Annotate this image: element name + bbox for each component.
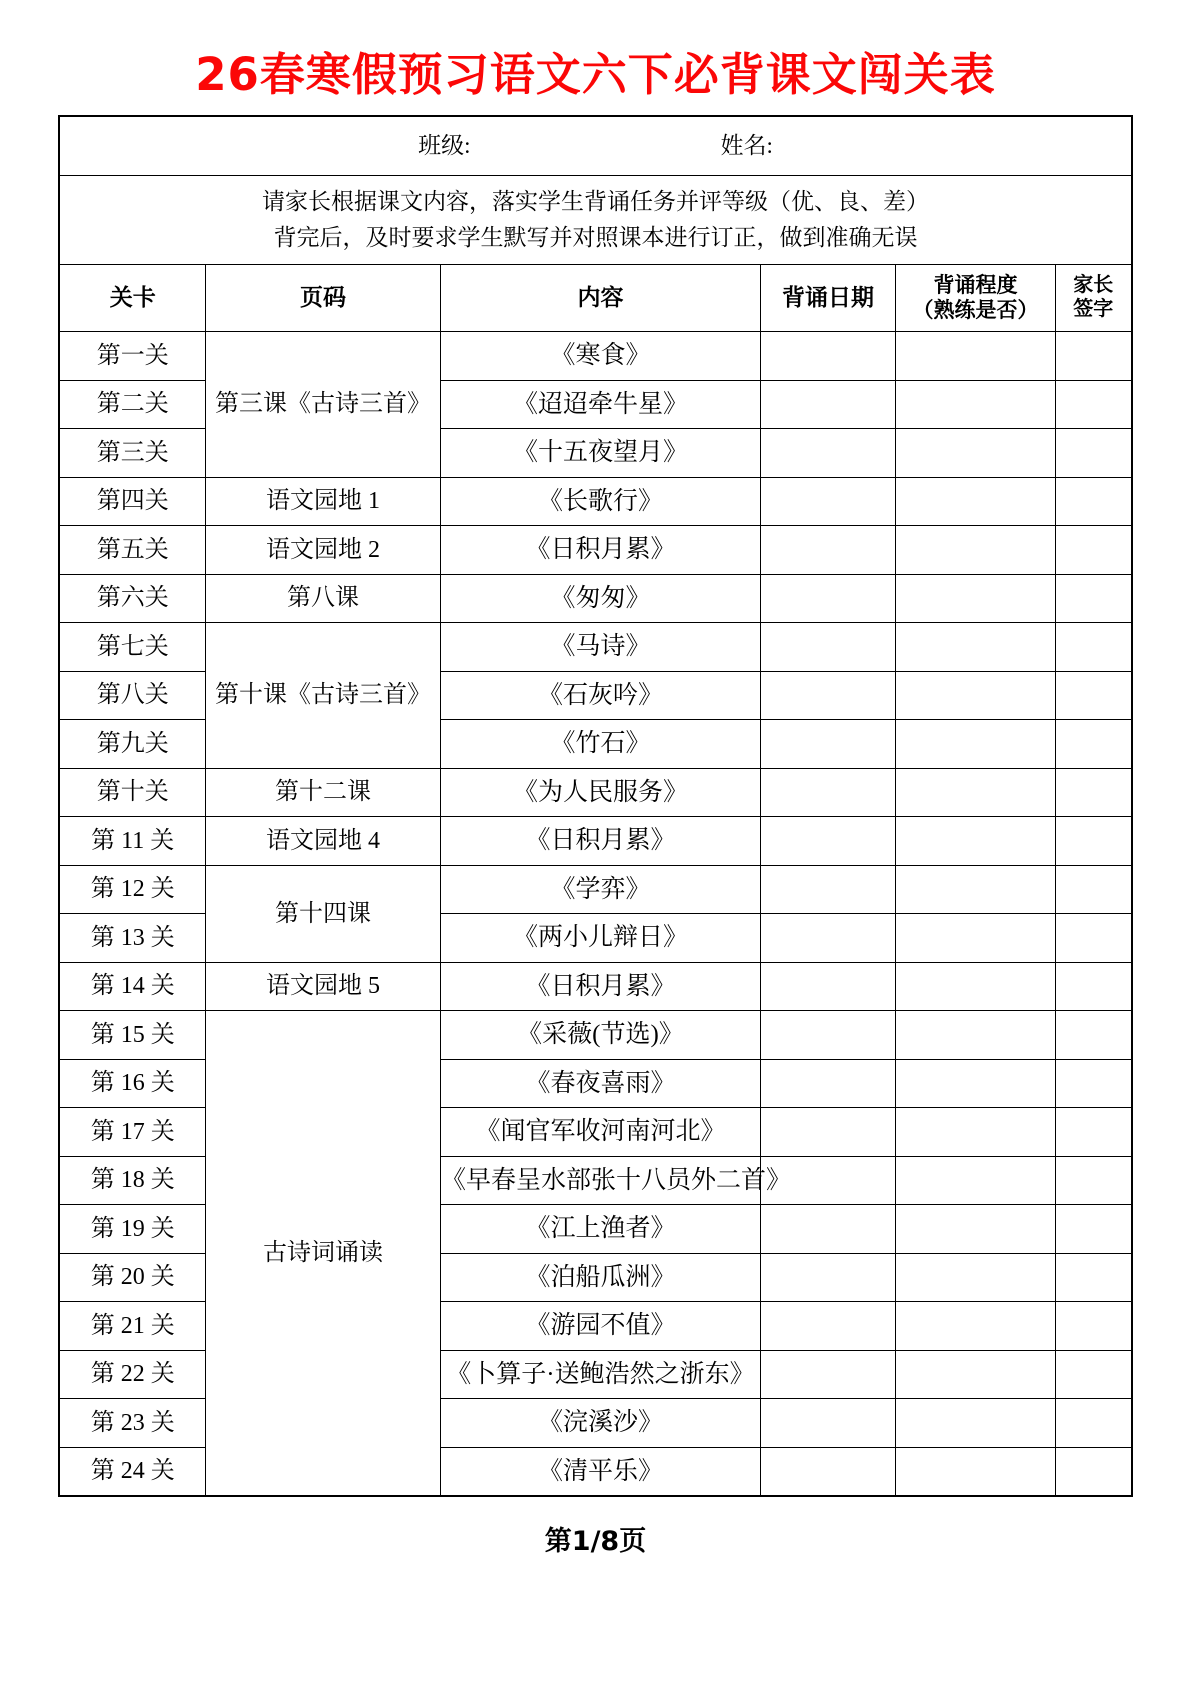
cell-page: 第八课 bbox=[205, 574, 440, 623]
cell-level[interactable] bbox=[895, 962, 1055, 1011]
cell-content: 《泊船瓜洲》 bbox=[440, 1253, 760, 1302]
column-header-level-line2: （熟练是否） bbox=[912, 298, 1039, 322]
column-header-signature-line2: 签字 bbox=[1073, 298, 1114, 320]
cell-level[interactable] bbox=[895, 332, 1055, 381]
table-row bbox=[59, 962, 1131, 1011]
cell-sign[interactable] bbox=[1055, 477, 1131, 526]
cell-date[interactable] bbox=[760, 1447, 895, 1496]
cell-content: 《竹石》 bbox=[440, 720, 760, 769]
column-header-level-line1: 背诵程度 bbox=[933, 273, 1018, 298]
cell-stage: 第 17 关 bbox=[59, 1108, 205, 1157]
recitation-table bbox=[58, 115, 1132, 1497]
cell-stage: 第九关 bbox=[59, 720, 205, 769]
cell-content: 《马诗》 bbox=[440, 623, 760, 672]
cell-level[interactable] bbox=[895, 429, 1055, 478]
cell-stage: 第 21 关 bbox=[59, 1302, 205, 1351]
cell-sign[interactable] bbox=[1055, 671, 1131, 720]
cell-level[interactable] bbox=[895, 865, 1055, 914]
cell-content: 《石灰吟》 bbox=[440, 671, 760, 720]
table-row bbox=[59, 1011, 1131, 1060]
cell-content: 《日积月累》 bbox=[440, 817, 760, 866]
instructions-row bbox=[59, 176, 1131, 265]
cell-stage: 第 14 关 bbox=[59, 962, 205, 1011]
cell-level[interactable] bbox=[895, 1108, 1055, 1157]
student-info-cell bbox=[59, 116, 1131, 176]
cell-date[interactable] bbox=[760, 914, 895, 963]
cell-stage: 第十关 bbox=[59, 768, 205, 817]
cell-sign[interactable] bbox=[1055, 574, 1131, 623]
cell-sign[interactable] bbox=[1055, 1205, 1131, 1254]
cell-date[interactable] bbox=[760, 720, 895, 769]
column-header-content: 内容 bbox=[440, 265, 760, 332]
cell-sign[interactable] bbox=[1055, 1447, 1131, 1496]
cell-content: 《清平乐》 bbox=[440, 1447, 760, 1496]
cell-stage: 第五关 bbox=[59, 526, 205, 575]
column-header-page: 页码 bbox=[205, 265, 440, 332]
cell-stage: 第八关 bbox=[59, 671, 205, 720]
cell-date[interactable] bbox=[760, 1011, 895, 1060]
cell-level[interactable] bbox=[895, 1059, 1055, 1108]
cell-content: 《游园不值》 bbox=[440, 1302, 760, 1351]
cell-page: 语文园地 1 bbox=[205, 477, 440, 526]
cell-sign[interactable] bbox=[1055, 1059, 1131, 1108]
student-info-row bbox=[59, 116, 1131, 176]
cell-level[interactable] bbox=[895, 1447, 1055, 1496]
cell-sign[interactable] bbox=[1055, 623, 1131, 672]
cell-content: 《为人民服务》 bbox=[440, 768, 760, 817]
cell-content: 《十五夜望月》 bbox=[440, 429, 760, 478]
cell-sign[interactable] bbox=[1055, 1156, 1131, 1205]
instructions-cell bbox=[59, 176, 1131, 265]
cell-content: 《学弈》 bbox=[440, 865, 760, 914]
cell-date[interactable] bbox=[760, 1399, 895, 1448]
cell-sign[interactable] bbox=[1055, 380, 1131, 429]
cell-page: 第十四课 bbox=[205, 865, 440, 962]
instruction-line-2: 背完后，及时要求学生默写并对照课本进行订正，做到准确无误 bbox=[273, 225, 918, 250]
cell-content: 《匆匆》 bbox=[440, 574, 760, 623]
cell-stage: 第 24 关 bbox=[59, 1447, 205, 1496]
cell-stage: 第四关 bbox=[59, 477, 205, 526]
cell-date[interactable] bbox=[760, 1108, 895, 1157]
cell-page: 第十课《古诗三首》 bbox=[205, 623, 440, 769]
page-title: 26春寒假预习语文六下必背课文闯关表 bbox=[195, 48, 996, 101]
table-row bbox=[59, 865, 1131, 914]
cell-stage: 第 12 关 bbox=[59, 865, 205, 914]
cell-content: 《早春呈水部张十八员外二首》 bbox=[440, 1156, 760, 1205]
cell-page: 第三课《古诗三首》 bbox=[205, 332, 440, 478]
table-row bbox=[59, 477, 1131, 526]
column-header-signature bbox=[1055, 265, 1131, 332]
cell-level[interactable] bbox=[895, 1350, 1055, 1399]
cell-page: 语文园地 5 bbox=[205, 962, 440, 1011]
cell-content: 《长歌行》 bbox=[440, 477, 760, 526]
table-row bbox=[59, 623, 1131, 672]
cell-page: 第十二课 bbox=[205, 768, 440, 817]
cell-level[interactable] bbox=[895, 1156, 1055, 1205]
cell-level[interactable] bbox=[895, 380, 1055, 429]
cell-date[interactable] bbox=[760, 1302, 895, 1351]
cell-level[interactable] bbox=[895, 768, 1055, 817]
cell-date[interactable] bbox=[760, 623, 895, 672]
page-number: 第1/8页 bbox=[544, 1526, 647, 1557]
cell-stage: 第 13 关 bbox=[59, 914, 205, 963]
cell-date[interactable] bbox=[760, 1059, 895, 1108]
cell-date[interactable] bbox=[760, 526, 895, 575]
cell-level[interactable] bbox=[895, 477, 1055, 526]
column-header-level bbox=[895, 265, 1055, 332]
cell-stage: 第一关 bbox=[59, 332, 205, 381]
cell-stage: 第 16 关 bbox=[59, 1059, 205, 1108]
cell-page: 语文园地 2 bbox=[205, 526, 440, 575]
cell-content: 《春夜喜雨》 bbox=[440, 1059, 760, 1108]
cell-sign[interactable] bbox=[1055, 429, 1131, 478]
cell-stage: 第 20 关 bbox=[59, 1253, 205, 1302]
cell-sign[interactable] bbox=[1055, 526, 1131, 575]
cell-page: 古诗词诵读 bbox=[205, 1011, 440, 1497]
table-row bbox=[59, 574, 1131, 623]
cell-stage: 第 18 关 bbox=[59, 1156, 205, 1205]
cell-sign[interactable] bbox=[1055, 1350, 1131, 1399]
cell-stage: 第 19 关 bbox=[59, 1205, 205, 1254]
table-body bbox=[59, 116, 1131, 1496]
cell-content: 《日积月累》 bbox=[440, 526, 760, 575]
cell-sign[interactable] bbox=[1055, 817, 1131, 866]
cell-page: 语文园地 4 bbox=[205, 817, 440, 866]
cell-date[interactable] bbox=[760, 671, 895, 720]
column-header-date: 背诵日期 bbox=[760, 265, 895, 332]
cell-content: 《日积月累》 bbox=[440, 962, 760, 1011]
cell-sign[interactable] bbox=[1055, 865, 1131, 914]
cell-date[interactable] bbox=[760, 574, 895, 623]
cell-date[interactable] bbox=[760, 429, 895, 478]
cell-date[interactable] bbox=[760, 1205, 895, 1254]
cell-content: 《迢迢牵牛星》 bbox=[440, 380, 760, 429]
cell-content: 《闻官军收河南河北》 bbox=[440, 1108, 760, 1157]
cell-sign[interactable] bbox=[1055, 768, 1131, 817]
cell-level[interactable] bbox=[895, 1011, 1055, 1060]
cell-date[interactable] bbox=[760, 768, 895, 817]
cell-sign[interactable] bbox=[1055, 1399, 1131, 1448]
cell-level[interactable] bbox=[895, 1253, 1055, 1302]
class-label: 班级: bbox=[418, 132, 471, 158]
table-row bbox=[59, 332, 1131, 381]
cell-level[interactable] bbox=[895, 817, 1055, 866]
cell-level[interactable] bbox=[895, 671, 1055, 720]
cell-content: 《浣溪沙》 bbox=[440, 1399, 760, 1448]
cell-stage: 第三关 bbox=[59, 429, 205, 478]
cell-level[interactable] bbox=[895, 1399, 1055, 1448]
name-label: 姓名: bbox=[720, 132, 773, 158]
cell-stage: 第六关 bbox=[59, 574, 205, 623]
cell-content: 《两小儿辩日》 bbox=[440, 914, 760, 963]
cell-level[interactable] bbox=[895, 1205, 1055, 1254]
cell-date[interactable] bbox=[760, 332, 895, 381]
table-row bbox=[59, 526, 1131, 575]
cell-stage: 第七关 bbox=[59, 623, 205, 672]
cell-level[interactable] bbox=[895, 720, 1055, 769]
cell-level[interactable] bbox=[895, 574, 1055, 623]
cell-stage: 第 23 关 bbox=[59, 1399, 205, 1448]
cell-level[interactable] bbox=[895, 914, 1055, 963]
cell-content: 《江上渔者》 bbox=[440, 1205, 760, 1254]
cell-level[interactable] bbox=[895, 623, 1055, 672]
cell-content: 《采薇(节选)》 bbox=[440, 1011, 760, 1060]
cell-stage: 第 22 关 bbox=[59, 1350, 205, 1399]
column-header-stage: 关卡 bbox=[59, 265, 205, 332]
cell-sign[interactable] bbox=[1055, 1253, 1131, 1302]
cell-level[interactable] bbox=[895, 526, 1055, 575]
cell-sign[interactable] bbox=[1055, 1011, 1131, 1060]
cell-sign[interactable] bbox=[1055, 1108, 1131, 1157]
table-row bbox=[59, 768, 1131, 817]
cell-stage: 第 15 关 bbox=[59, 1011, 205, 1060]
cell-stage: 第二关 bbox=[59, 380, 205, 429]
table-row bbox=[59, 817, 1131, 866]
cell-sign[interactable] bbox=[1055, 332, 1131, 381]
cell-sign[interactable] bbox=[1055, 1302, 1131, 1351]
cell-date[interactable] bbox=[760, 865, 895, 914]
cell-date[interactable] bbox=[760, 380, 895, 429]
cell-date[interactable] bbox=[760, 1350, 895, 1399]
cell-stage: 第 11 关 bbox=[59, 817, 205, 866]
instruction-line-1: 请家长根据课文内容，落实学生背诵任务并评等级（优、良、差） bbox=[262, 189, 929, 215]
cell-sign[interactable] bbox=[1055, 720, 1131, 769]
cell-date[interactable] bbox=[760, 477, 895, 526]
column-header-row bbox=[59, 265, 1131, 332]
cell-content: 《寒食》 bbox=[440, 332, 760, 381]
cell-sign[interactable] bbox=[1055, 914, 1131, 963]
column-header-signature-line1: 家长 bbox=[1073, 274, 1114, 297]
cell-content: 《卜算子·送鲍浩然之浙东》 bbox=[440, 1350, 760, 1399]
cell-date[interactable] bbox=[760, 1253, 895, 1302]
cell-sign[interactable] bbox=[1055, 962, 1131, 1011]
cell-level[interactable] bbox=[895, 1302, 1055, 1351]
cell-date[interactable] bbox=[760, 817, 895, 866]
cell-date[interactable] bbox=[760, 962, 895, 1011]
